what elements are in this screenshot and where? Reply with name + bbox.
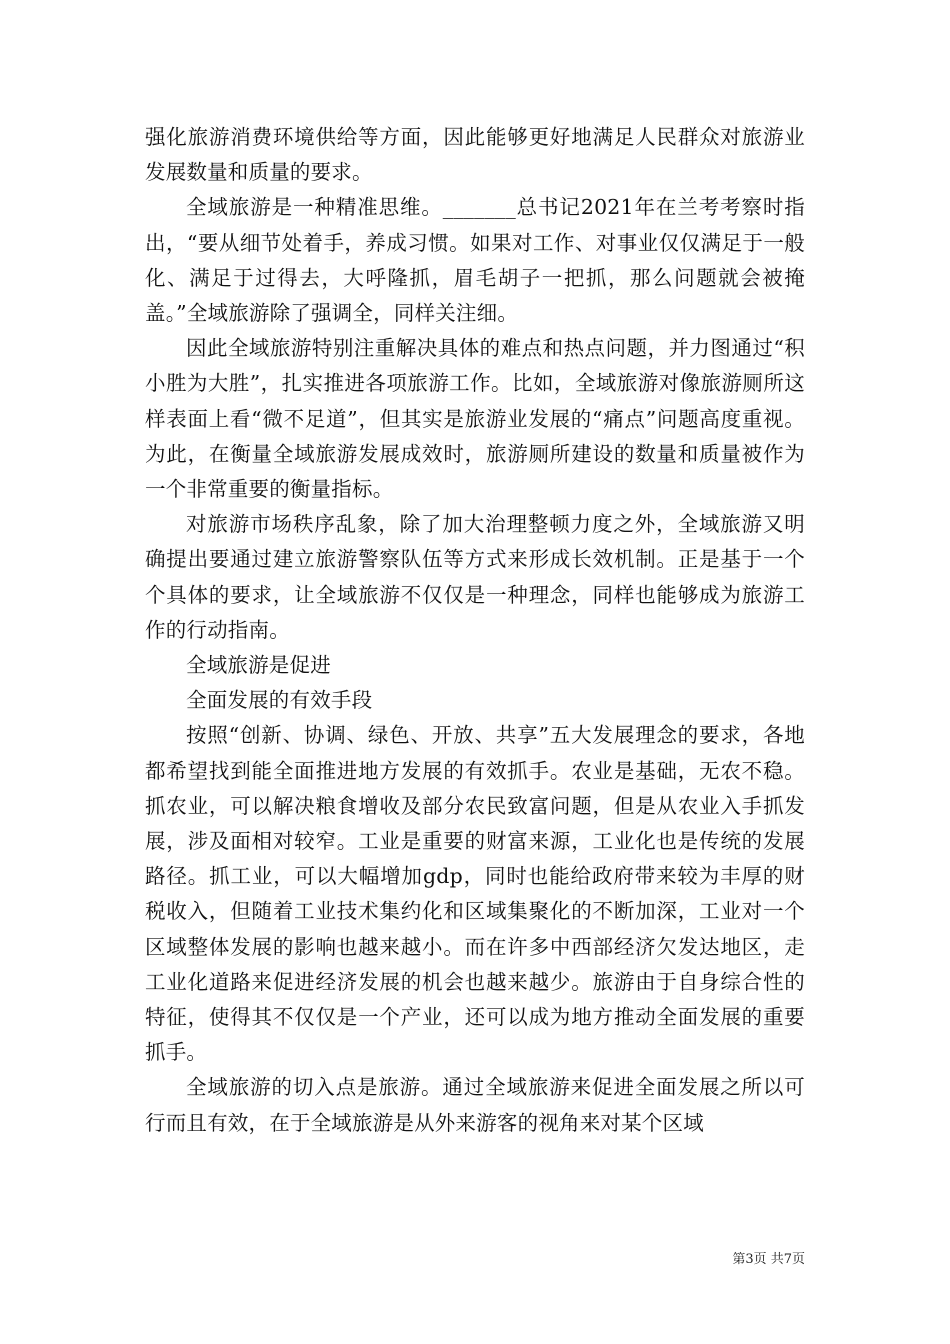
section-heading-line-1: 全域旅游是促进 — [186, 653, 331, 678]
paragraph-hotspot-problems: 因此全域旅游特别注重解决具体的难点和热点问题，并力图通过“积小胜为大胜”，扎实推进各项旅游工作。比如，全域旅游对像旅游厕所这样表面上看“微不足道”，但其实是旅游业发展的“痛点”问题高度重视。为此，在衡量全域旅游发展成效时，旅游厕所建设的数量和质量被作为一个非常重要的衡量指标。 — [145, 336, 805, 502]
page-number-footer: 第3页 共7页 — [732, 1252, 805, 1267]
paragraph-precision-thinking: 全域旅游是一种精准思维。_______总书记2021年在兰考考察时指出，“要从细节处着手，养成习惯。如果对工作、对事业仅仅满足于一般化、满足于过得去，大呼隆抓，眉毛胡子一把抓，那么问题就会被掩盖。”全域旅游除了强调全，同样关注细。 — [145, 195, 805, 326]
paragraph-market-order: 对旅游市场秩序乱象，除了加大治理整顿力度之外，全域旅游又明确提出要通过建立旅游警察队伍等方式来形成长效机制。正是基于一个个具体的要求，让全域旅游不仅仅是一种理念，同样也能够成为旅游工作的行动指南。 — [145, 512, 805, 642]
document-body — [145, 120, 805, 1141]
paragraph-development-concepts: 按照“创新、协调、绿色、开放、共享”五大发展理念的要求，各地都希望找到能全面推进地方发展的有效抓手。农业是基础，无农不稳。抓农业，可以解决粮食增收及部分农民致富问题，但是从农业入手抓发展，涉及面相对较窄。工业是重要的财富来源，工业化也是传统的发展路径。抓工业，可以大幅增加gdp，同时也能给政府带来较为丰厚的财税收入，但随着工业技术集约化和区域集聚化的不断加深，工业对一个区域整体发展的影响也越来越小。而在许多中西部经济欠发达地区，走工业化道路来促进经济发展的机会也越来越少。旅游由于自身综合性的特征，使得其不仅仅是一个产业，还可以成为地方推动全面发展的重要抓手。 — [145, 723, 805, 1065]
section-heading-line-2: 全面发展的有效手段 — [186, 688, 373, 713]
paragraph-continuation: 强化旅游消费环境供给等方面，因此能够更好地满足人民群众对旅游业发展数量和质量的要求。 — [145, 125, 805, 185]
paragraph-entry-point: 全域旅游的切入点是旅游。通过全域旅游来促进全面发展之所以可行而且有效，在于全域旅游是从外来游客的视角来对某个区域 — [145, 1075, 805, 1135]
